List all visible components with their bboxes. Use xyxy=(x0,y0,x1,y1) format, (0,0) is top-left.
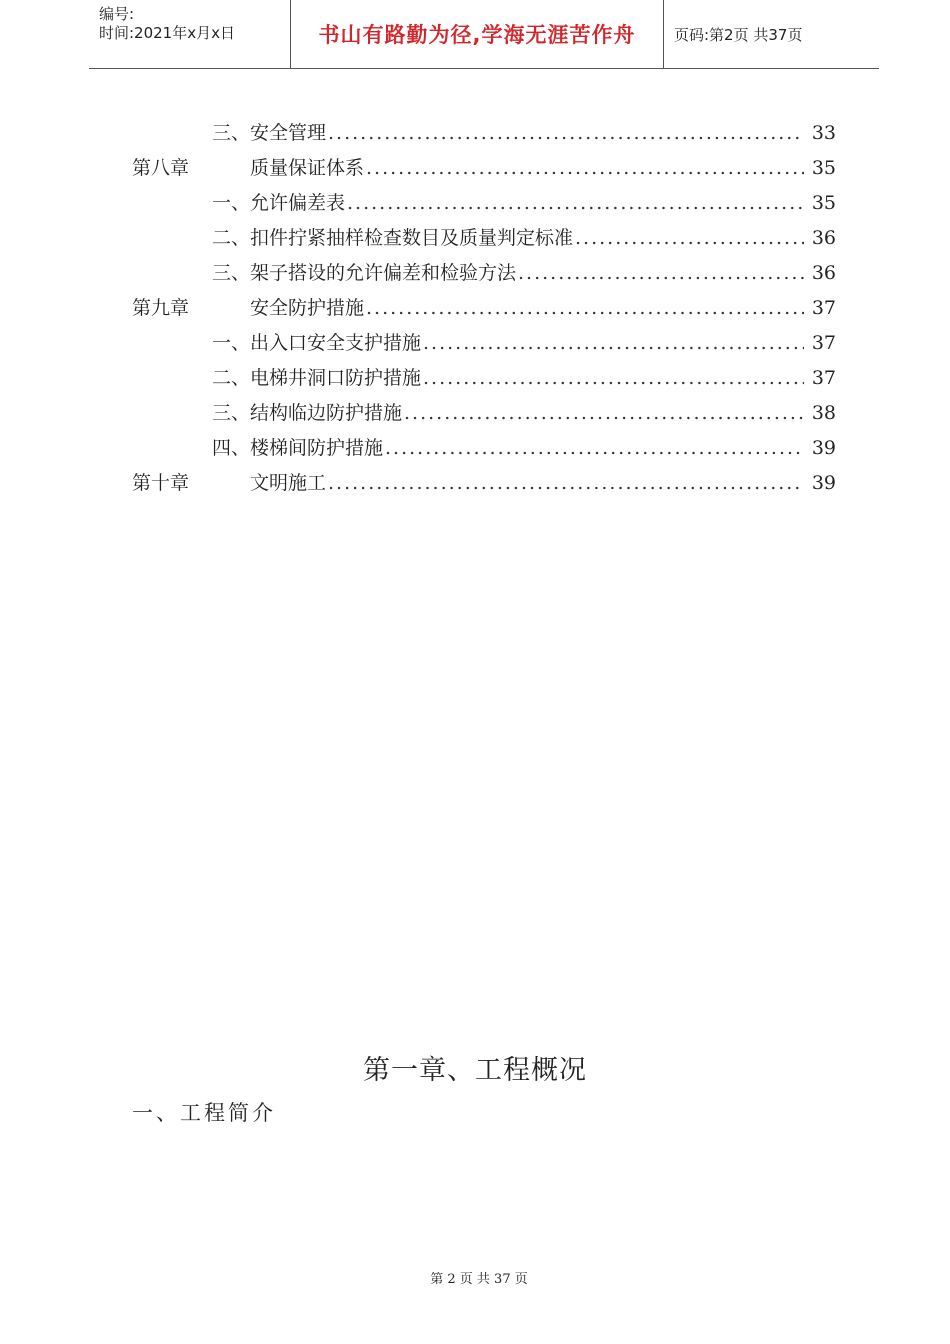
toc-page-number: 39 xyxy=(811,437,836,459)
toc-entry xyxy=(250,466,806,501)
toc-page-number: 37 xyxy=(811,367,836,389)
time-label: 时间:2021年x月x日 xyxy=(99,24,235,42)
toc-dot-leader xyxy=(575,221,804,256)
toc-entry-title: 文明施工 xyxy=(250,472,327,494)
toc-entry-title: 质量保证体系 xyxy=(250,157,365,179)
toc-entry-title: 二、扣件拧紧抽样检查数目及质量判定标准 xyxy=(212,227,574,249)
toc-entry-title: 四、楼梯间防护措施 xyxy=(212,437,384,459)
toc-chapter-label: 第十章 xyxy=(132,472,190,494)
toc-page-number: 33 xyxy=(811,122,836,144)
toc-row[interactable] xyxy=(132,396,836,431)
header-page-info: 页码:第2页 共37页 xyxy=(674,25,803,44)
toc-entry xyxy=(212,431,806,466)
serial-label: 编号: xyxy=(99,5,135,23)
toc-row[interactable] xyxy=(132,291,836,326)
toc-entry-title: 二、电梯井洞口防护措施 xyxy=(212,367,422,389)
toc-entry-title: 三、安全管理 xyxy=(212,122,327,144)
toc-dot-leader xyxy=(328,116,804,151)
toc-row[interactable] xyxy=(132,431,836,466)
header-meta-cell xyxy=(89,0,291,68)
toc-entry xyxy=(250,291,806,326)
toc-entry xyxy=(212,221,806,256)
toc-chapter-label: 第九章 xyxy=(132,297,190,319)
header-page-cell xyxy=(664,0,879,68)
toc-dot-leader xyxy=(366,291,804,326)
toc-dot-leader xyxy=(366,151,804,186)
toc-entry-title: 三、架子搭设的允许偏差和检验方法 xyxy=(212,262,517,284)
toc-dot-leader xyxy=(347,186,804,221)
toc-entry-title: 一、允许偏差表 xyxy=(212,192,346,214)
toc-page-number: 35 xyxy=(811,157,836,179)
page-header xyxy=(89,0,879,69)
toc-row[interactable] xyxy=(132,116,836,151)
toc-entry xyxy=(212,186,806,221)
toc-dot-leader xyxy=(385,431,804,466)
motto-text: 书山有路勤为径,学海无涯苦作舟 xyxy=(318,23,636,47)
toc-row[interactable] xyxy=(132,361,836,396)
toc-page-number: 36 xyxy=(811,227,836,249)
toc-row[interactable] xyxy=(132,151,836,186)
toc-chapter-label: 第八章 xyxy=(132,157,190,179)
toc-entry xyxy=(212,361,806,396)
toc-entry xyxy=(250,151,806,186)
toc-page-number: 38 xyxy=(811,402,836,424)
toc-row[interactable] xyxy=(132,186,836,221)
table-of-contents xyxy=(132,116,836,501)
toc-row[interactable] xyxy=(132,256,836,291)
toc-row[interactable] xyxy=(132,466,836,501)
toc-entry xyxy=(212,256,806,291)
toc-entry xyxy=(212,396,806,431)
section-title: 一、工程简介 xyxy=(132,1101,276,1125)
toc-entry xyxy=(212,326,806,361)
toc-entry xyxy=(212,116,806,151)
toc-row[interactable] xyxy=(132,326,836,361)
toc-page-number: 37 xyxy=(811,332,836,354)
toc-dot-leader xyxy=(423,361,804,396)
chapter-title: 第一章、工程概况 xyxy=(363,1055,587,1086)
page-footer: 第 2 页 共 37 页 xyxy=(430,1272,528,1287)
toc-page-number: 36 xyxy=(811,262,836,284)
toc-dot-leader xyxy=(518,256,804,291)
toc-entry-title: 三、结构临边防护措施 xyxy=(212,402,403,424)
toc-row[interactable] xyxy=(132,221,836,256)
toc-page-number: 35 xyxy=(811,192,836,214)
toc-dot-leader xyxy=(423,326,804,361)
toc-dot-leader xyxy=(328,466,804,501)
header-motto-cell xyxy=(291,0,664,68)
toc-entry-title: 一、出入口安全支护措施 xyxy=(212,332,422,354)
toc-page-number: 37 xyxy=(811,297,836,319)
toc-dot-leader xyxy=(404,396,804,431)
toc-entry-title: 安全防护措施 xyxy=(250,297,365,319)
toc-page-number: 39 xyxy=(811,472,836,494)
